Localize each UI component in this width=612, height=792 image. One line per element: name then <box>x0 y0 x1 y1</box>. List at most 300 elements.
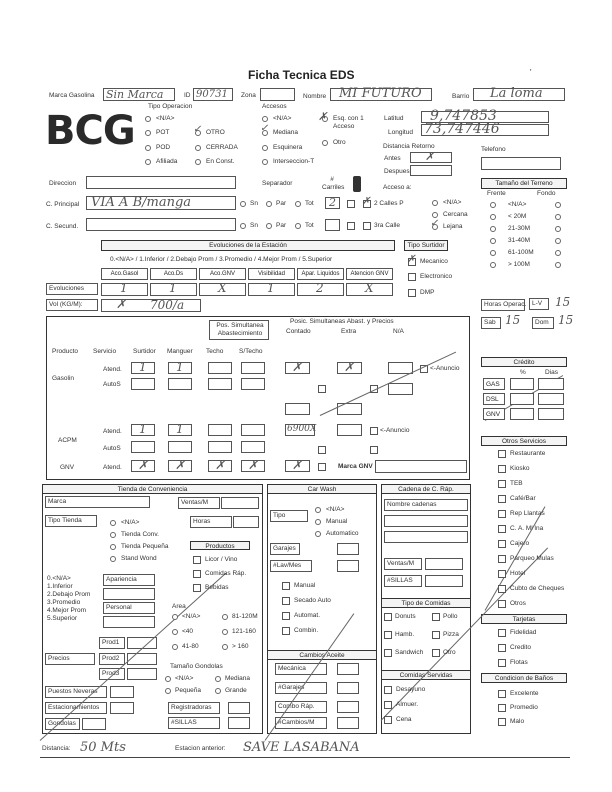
comida-checkbox[interactable] <box>432 613 440 621</box>
nombre-cadena-field[interactable] <box>384 499 468 511</box>
apariencia-label: Apariencia <box>106 576 137 583</box>
bcg-logo: BCG <box>45 108 135 154</box>
evolucion-value-field[interactable] <box>150 283 197 296</box>
tienda-tipo-radio[interactable] <box>110 556 116 562</box>
gas-row2-price[interactable] <box>388 383 413 395</box>
otros-servicio-label: C. A. Ml lna <box>510 525 544 532</box>
nombre-field[interactable] <box>330 88 432 101</box>
prod3-label: Prod3 <box>102 670 120 677</box>
despues-label: Despues <box>384 168 410 175</box>
banos-title: Condicion de Baños <box>481 673 567 683</box>
traffic-light-icon <box>353 176 361 192</box>
evolucion-value-field[interactable] <box>101 283 148 296</box>
tamano-row-label: > 100M <box>508 261 530 268</box>
tamano-fondo-radio[interactable] <box>555 262 561 268</box>
lav-mes-field[interactable] <box>270 560 312 572</box>
gnv-atend-label: Atend. <box>103 464 122 471</box>
bano-checkbox[interactable] <box>498 718 506 726</box>
tienda-tipo-label: Stand Wond <box>121 555 157 562</box>
marca-value: Sin Marca <box>106 88 164 101</box>
sillas-tienda-field[interactable] <box>168 717 220 729</box>
acceso-na-radio[interactable] <box>432 200 438 206</box>
tienda-tipo-radio[interactable] <box>110 544 116 550</box>
gnv-price1-mark: ✗ <box>292 458 303 472</box>
otros-servicio-checkbox[interactable] <box>498 540 506 548</box>
prod1-field[interactable] <box>99 637 125 649</box>
op-pot-radio[interactable] <box>145 130 151 136</box>
credito-pct-field[interactable] <box>510 393 534 405</box>
tienda-tipo-radio[interactable] <box>110 520 116 526</box>
c-principal-field[interactable] <box>86 196 236 210</box>
sillas-tienda-label: #SILLAS <box>171 719 197 726</box>
id-value: 90731 <box>196 89 228 100</box>
tamano-gondolas-label: Tamaño Gondolas <box>170 663 223 670</box>
principal-par-label: Par <box>276 200 287 207</box>
tienda-tipo-label: Tienda Pequeña <box>121 543 169 550</box>
op-cerrada-radio[interactable] <box>195 145 201 151</box>
acpm-surtidor2[interactable] <box>131 441 155 453</box>
tamano-frente-radio[interactable] <box>490 226 496 232</box>
pos-simultanea-box <box>209 320 269 340</box>
vol-label: Vol (KG/M): <box>49 301 83 308</box>
page-title: Ficha Tecnica EDS <box>248 68 355 82</box>
cambios-m-value[interactable] <box>337 717 359 729</box>
tienda-area-radio[interactable] <box>222 644 228 650</box>
bano-checkbox[interactable] <box>498 704 506 712</box>
credito-dias-field[interactable] <box>538 408 564 420</box>
registradoras-value[interactable] <box>228 702 250 714</box>
acpm-techo2[interactable] <box>208 441 232 453</box>
tienda-prod-checkbox[interactable] <box>193 556 201 564</box>
tienda-area-label: 41-80 <box>182 643 199 650</box>
tarjeta-checkbox[interactable] <box>498 629 506 637</box>
tipo-tienda-field[interactable] <box>45 515 97 527</box>
horas-label-box <box>481 299 525 311</box>
prod2-value[interactable] <box>127 653 157 665</box>
tienda-area-label: 81-120M <box>232 613 258 620</box>
evolucion-value: 1 <box>169 281 177 295</box>
puestos-value[interactable] <box>110 686 134 698</box>
gnv-surtidor-field[interactable] <box>131 460 155 472</box>
evolucion-value-field[interactable] <box>297 283 344 296</box>
credito-pct-field[interactable] <box>510 408 534 420</box>
acc-esquinera-radio[interactable] <box>262 145 268 151</box>
tamano-frente-radio[interactable] <box>490 214 496 220</box>
surtidor-dmp-cb[interactable] <box>408 289 416 297</box>
barrio-label: Barrio <box>452 93 470 100</box>
distancia-value: 50 Mts <box>80 740 126 755</box>
tienda-area-radio[interactable] <box>172 644 178 650</box>
apariencia-field[interactable] <box>103 574 155 586</box>
comida-checkbox[interactable] <box>384 631 392 639</box>
acc-na-radio[interactable] <box>262 116 268 122</box>
tienda-gondola-label: <N/A> <box>175 675 194 682</box>
estacionamientos-value[interactable] <box>110 702 134 714</box>
cadena-title: Cadena de C. Ráp. <box>381 484 471 494</box>
op-const-label: En Const. <box>206 158 235 165</box>
combo-field[interactable] <box>275 701 327 713</box>
col-techo: Techo <box>206 348 224 355</box>
tamano-fondo-radio[interactable] <box>555 214 561 220</box>
apariencia-value[interactable] <box>103 588 155 600</box>
gondolas-label: Gondolas <box>48 720 76 727</box>
gnv-cb[interactable] <box>318 463 326 471</box>
tarjetas-title: Tarjetas <box>481 614 567 624</box>
gas-stecho2[interactable] <box>241 378 265 390</box>
surtidor-electronico-cb[interactable] <box>408 273 416 281</box>
tamano-frente-radio[interactable] <box>490 238 496 244</box>
acpm-stecho-field[interactable] <box>241 424 265 436</box>
comida-label: Sandwich <box>395 649 424 656</box>
acceso-lejana-label: Lejana <box>443 223 463 230</box>
acpm-manguer-field[interactable] <box>168 424 192 436</box>
puestos-label: Puestos Neveras <box>48 688 98 695</box>
tamano-frente-radio[interactable] <box>490 250 496 256</box>
comida-checkbox[interactable] <box>384 649 392 657</box>
secund-sn-radio[interactable] <box>240 223 246 229</box>
acc-otro-label: Otro <box>333 139 346 146</box>
gnv-price1[interactable] <box>285 460 310 472</box>
evolucion-value: X <box>218 281 227 295</box>
sillas-cadena-field[interactable] <box>384 575 422 587</box>
ventas-tienda-field[interactable] <box>178 497 220 509</box>
marca-gnv-label: Marca GNV <box>338 463 373 470</box>
tamano-fondo-radio[interactable] <box>555 226 561 232</box>
separador-label: Separador <box>262 180 293 187</box>
evolucion-value-field[interactable] <box>248 283 295 296</box>
horas-tienda-field[interactable] <box>190 516 232 528</box>
longitud-field[interactable] <box>421 121 549 137</box>
acpm-price1[interactable] <box>285 424 315 436</box>
acc-esq1-label: Esq. con 1 Acceso <box>333 115 364 130</box>
tienda-prod-label: Bebidas <box>205 584 229 591</box>
lv-label: L-V <box>532 300 543 307</box>
antes-mark: ✗ <box>425 150 435 163</box>
surtidor-electronico-label: Electronico <box>420 273 453 280</box>
servida-checkbox[interactable] <box>384 701 392 709</box>
c-principal-label: C. Principal <box>46 201 80 208</box>
op-na-radio[interactable] <box>145 116 151 122</box>
acceso-a-label: Acceso a: <box>383 184 412 191</box>
servida-checkbox[interactable] <box>384 686 392 694</box>
zona-field[interactable] <box>260 88 295 101</box>
id-field[interactable] <box>193 88 233 101</box>
carwash-check-label: Manual <box>294 582 316 589</box>
gnv-stecho-mark: ✗ <box>248 458 259 472</box>
op-cerrada-label: CERRADA <box>206 144 238 151</box>
otros-servicio-label: Cajero <box>510 540 530 547</box>
acpm-anuncio-cb[interactable] <box>370 427 378 435</box>
servida-checkbox[interactable] <box>384 716 392 724</box>
accesos-title: Accesos <box>262 103 287 110</box>
tienda-area-radio[interactable] <box>172 629 178 635</box>
ventas-cadena-value[interactable] <box>425 558 463 570</box>
tamano-frente-radio[interactable] <box>490 202 496 208</box>
evolucion-value-field[interactable] <box>199 283 246 296</box>
otros-servicio-checkbox[interactable] <box>498 600 506 608</box>
ventas-tienda-value[interactable] <box>221 497 259 509</box>
surtidor-mecanico-mark: ✗ <box>407 254 416 265</box>
tienda-area-radio[interactable] <box>172 614 178 620</box>
combo-value[interactable] <box>337 701 359 713</box>
op-afiliada-radio[interactable] <box>145 159 151 165</box>
sab-box[interactable] <box>481 317 501 329</box>
credito-dias-field[interactable] <box>538 378 564 390</box>
tienda-eval-legend: 0.<N/A> <box>47 575 71 582</box>
nombre-value: MI FUTURO <box>339 86 422 101</box>
precios-label: Precios <box>48 655 70 662</box>
op-otro-mark: ✓ <box>193 124 202 135</box>
otros-servicio-label: Rep Llantas <box>510 510 545 517</box>
mecanica-field[interactable] <box>275 663 327 675</box>
carriles-field[interactable] <box>325 197 340 209</box>
carwash-type-radio[interactable] <box>315 507 321 513</box>
tienda-eval-legend: 1.Inferior <box>47 583 73 590</box>
tipo-surtidor-title: Tipo Surtidor <box>404 240 448 251</box>
op-afiliada-label: Afiliada <box>156 158 178 165</box>
principal-tot-radio[interactable] <box>295 201 301 207</box>
otros-servicio-checkbox[interactable] <box>498 450 506 458</box>
tienda-title: Tienda de Conveniencia <box>42 484 263 494</box>
nombre-label: Nombre <box>303 93 327 100</box>
corner-mark: ' <box>530 68 532 77</box>
barrio-value: La loma <box>490 86 543 101</box>
marca-gnv-field[interactable] <box>375 460 467 473</box>
personal-field[interactable] <box>103 602 155 614</box>
garajes-label: Garajes <box>273 545 296 552</box>
acpm-row2-cb1[interactable] <box>318 446 326 454</box>
c-secund-field[interactable] <box>86 218 236 231</box>
evoluciones-label: Evoluciones <box>49 285 85 292</box>
acpm-row2-cb2[interactable] <box>370 446 378 454</box>
tienda-prod-label: Licor / Vino <box>205 556 238 563</box>
comida-checkbox[interactable] <box>432 631 440 639</box>
dom-value: 15 <box>558 313 574 327</box>
prod3-value[interactable] <box>127 668 157 680</box>
dom-box[interactable] <box>532 317 554 329</box>
otros-servicio-checkbox[interactable] <box>498 570 506 578</box>
gas-surtidor2[interactable] <box>131 378 155 390</box>
tarjeta-checkbox[interactable] <box>498 644 506 652</box>
cadena-blank2[interactable] <box>384 531 468 543</box>
principal-sn-radio[interactable] <box>240 201 246 207</box>
sillas-cadena-label: #SILLAS <box>387 577 413 584</box>
acpm-surtidor-field[interactable] <box>131 424 155 436</box>
secund-3racalle-cb[interactable] <box>363 222 371 230</box>
tamano-row-label: <N/A> <box>508 201 527 208</box>
tienda-area-label: 121-160 <box>232 628 256 635</box>
id-label: ID <box>184 92 191 99</box>
comida-label: Donuts <box>395 613 416 620</box>
gondolas-value[interactable] <box>82 718 106 730</box>
comida-checkbox[interactable] <box>384 613 392 621</box>
garajes-value[interactable] <box>337 543 359 555</box>
evolucion-value-field[interactable] <box>346 283 393 296</box>
otros-servicio-checkbox[interactable] <box>498 510 506 518</box>
otros-servicio-checkbox[interactable] <box>498 480 506 488</box>
carwash-checkbox[interactable] <box>282 627 290 635</box>
evolucion-value: 1 <box>267 281 275 295</box>
carwash-checkbox[interactable] <box>282 597 290 605</box>
gnv-manguer-field[interactable] <box>168 460 192 472</box>
credito-dias-field[interactable] <box>538 393 564 405</box>
acpm-price2[interactable] <box>337 424 362 436</box>
gas-anuncio-label: <-Anuncio <box>430 365 460 372</box>
tienda-gondola-radio[interactable] <box>215 688 221 694</box>
col-surtidor: Surtidor <box>133 348 156 355</box>
tamano-fondo-radio[interactable] <box>555 238 561 244</box>
estacionamientos-label: Estacionamientos <box>48 704 100 711</box>
acc-esq1-mark: ✗ <box>318 110 328 123</box>
otros-servicio-checkbox[interactable] <box>498 585 506 593</box>
gas-autos-label: AutoS <box>103 381 121 388</box>
gnv-techo-field[interactable] <box>208 460 232 472</box>
credito-title: Crédito <box>481 357 567 367</box>
principal-par-radio[interactable] <box>266 201 272 207</box>
vol-field[interactable] <box>101 299 201 312</box>
otros-servicio-checkbox[interactable] <box>498 525 506 533</box>
cambios-m-field[interactable] <box>275 717 327 729</box>
acpm-stecho2[interactable] <box>241 441 265 453</box>
col-producto: Producto <box>52 348 79 355</box>
dsl-price1[interactable] <box>285 403 310 415</box>
carwash-checkbox[interactable] <box>282 612 290 620</box>
carwash-type-radio[interactable] <box>315 519 321 525</box>
principal-2calles-label: 2 Calles P <box>374 200 404 207</box>
sab-label: Sab <box>484 319 496 326</box>
acpm-manguer2[interactable] <box>168 441 192 453</box>
carwash-type-radio[interactable] <box>315 531 321 537</box>
gas-price1[interactable] <box>285 362 310 374</box>
distancia-label: Distancia: <box>42 745 71 752</box>
acpm-techo-field[interactable] <box>208 424 232 436</box>
principal-tot-label: Tot <box>305 200 314 207</box>
mecanica-label: Mecánica <box>278 665 306 672</box>
secund-par-radio[interactable] <box>266 223 272 229</box>
telefono-field[interactable] <box>481 157 561 170</box>
gas-price2[interactable] <box>337 362 362 374</box>
sillas-cadena-value[interactable] <box>425 575 463 587</box>
otros-servicio-checkbox[interactable] <box>498 495 506 503</box>
despues-field[interactable] <box>410 165 452 176</box>
otros-servicio-checkbox[interactable] <box>498 555 506 563</box>
horas-tienda-value[interactable] <box>233 516 259 528</box>
evolucion-header: Apar. Liquidos <box>297 268 344 280</box>
footer-line <box>40 757 570 758</box>
tipo-cw-label: Tipo <box>273 512 286 519</box>
credito-pct: % <box>520 369 526 376</box>
gas-techo-field[interactable] <box>208 362 232 374</box>
tienda-gondola-radio[interactable] <box>165 676 171 682</box>
tienda-prod-checkbox[interactable] <box>193 570 201 578</box>
comida-label: Hamb. <box>395 631 415 638</box>
acpm-autos-label: AutoS <box>103 445 121 452</box>
tamano-fondo-radio[interactable] <box>555 202 561 208</box>
surtidor-dmp-label: DMP <box>420 289 435 296</box>
productos-tienda-title: Productos <box>190 541 250 550</box>
precios-field[interactable] <box>45 653 95 665</box>
tienda-area-label: > 160 <box>232 643 249 650</box>
tienda-gondola-radio[interactable] <box>215 676 221 682</box>
personal-value[interactable] <box>103 616 155 628</box>
col-manguer: Manguer <box>167 348 193 355</box>
garajes-field[interactable] <box>270 543 300 555</box>
gas-surtidor-field[interactable] <box>131 362 155 374</box>
gas-manguer-field[interactable] <box>168 362 192 374</box>
op-const-radio[interactable] <box>195 159 201 165</box>
secund-carriles-field[interactable] <box>325 219 340 231</box>
tienda-tipo-label: <N/A> <box>121 519 140 526</box>
tienda-gondola-radio[interactable] <box>165 688 171 694</box>
personal-label: Personal <box>106 604 132 611</box>
bano-checkbox[interactable] <box>498 690 506 698</box>
tienda-area-radio[interactable] <box>222 629 228 635</box>
contado-label: Contado <box>286 328 311 335</box>
tamano-row-label: 21-30M <box>508 225 531 232</box>
otros-servicios-title: Otros Servicios <box>481 436 567 446</box>
marca-field[interactable] <box>103 88 175 101</box>
carwash-type-label: Automatico <box>326 530 359 537</box>
bano-label: Promedio <box>510 704 538 711</box>
cadena-blank1[interactable] <box>384 515 468 527</box>
tamano-fondo-radio[interactable] <box>555 250 561 256</box>
direccion-field[interactable] <box>86 176 236 189</box>
credito-pct-field[interactable] <box>510 378 534 390</box>
dist-retorno-label: Distancia Retorno <box>383 143 435 150</box>
registradoras-field[interactable] <box>168 702 220 714</box>
secund-tot-radio[interactable] <box>295 223 301 229</box>
otros-servicio-label: Café/Bar <box>510 495 536 502</box>
gas-techo2[interactable] <box>208 378 232 390</box>
marca-tienda-field[interactable] <box>45 496 150 508</box>
tamano-frente-radio[interactable] <box>490 262 496 268</box>
antes-field[interactable] <box>410 152 452 163</box>
acc-mediana-mark: ✓ <box>260 123 269 134</box>
evolucion-value: 2 <box>316 281 324 295</box>
gas-row2-cb1[interactable] <box>318 385 326 393</box>
otros-servicio-checkbox[interactable] <box>498 465 506 473</box>
lav-mes-value[interactable] <box>337 560 359 572</box>
num-garajes-value[interactable] <box>337 682 359 694</box>
tarjeta-checkbox[interactable] <box>498 659 506 667</box>
mecanica-value[interactable] <box>337 663 359 675</box>
prod2-field[interactable] <box>99 653 125 665</box>
carwash-type-label: Manual <box>326 518 348 525</box>
carwash-checkbox[interactable] <box>282 582 290 590</box>
tipo-cw-field[interactable] <box>270 510 308 522</box>
acc-otro-radio[interactable] <box>322 140 328 146</box>
nombre-cadena-label: Nombre cadenas <box>387 501 437 508</box>
op-pod-radio[interactable] <box>145 145 151 151</box>
op-otro-label: OTRO <box>206 129 225 136</box>
tienda-prod-checkbox[interactable] <box>193 584 201 592</box>
ventas-cadena-field[interactable] <box>384 558 422 570</box>
tienda-tipo-radio[interactable] <box>110 532 116 538</box>
principal-cb1[interactable] <box>347 200 355 208</box>
carriles-label: # Carriles <box>322 176 345 191</box>
barrio-field[interactable] <box>473 88 565 101</box>
lv-box[interactable] <box>529 298 549 310</box>
acc-na-label: <N/A> <box>273 115 292 122</box>
gas-stecho-field[interactable] <box>241 362 265 374</box>
gnv-stecho-field[interactable] <box>241 460 265 472</box>
comida-checkbox[interactable] <box>432 649 440 657</box>
sillas-tienda-value[interactable] <box>228 717 250 729</box>
secund-cb1[interactable] <box>347 222 355 230</box>
acc-interseccion-radio[interactable] <box>262 159 268 165</box>
tienda-area-radio[interactable] <box>222 614 228 620</box>
gas-manguer2[interactable] <box>168 378 192 390</box>
